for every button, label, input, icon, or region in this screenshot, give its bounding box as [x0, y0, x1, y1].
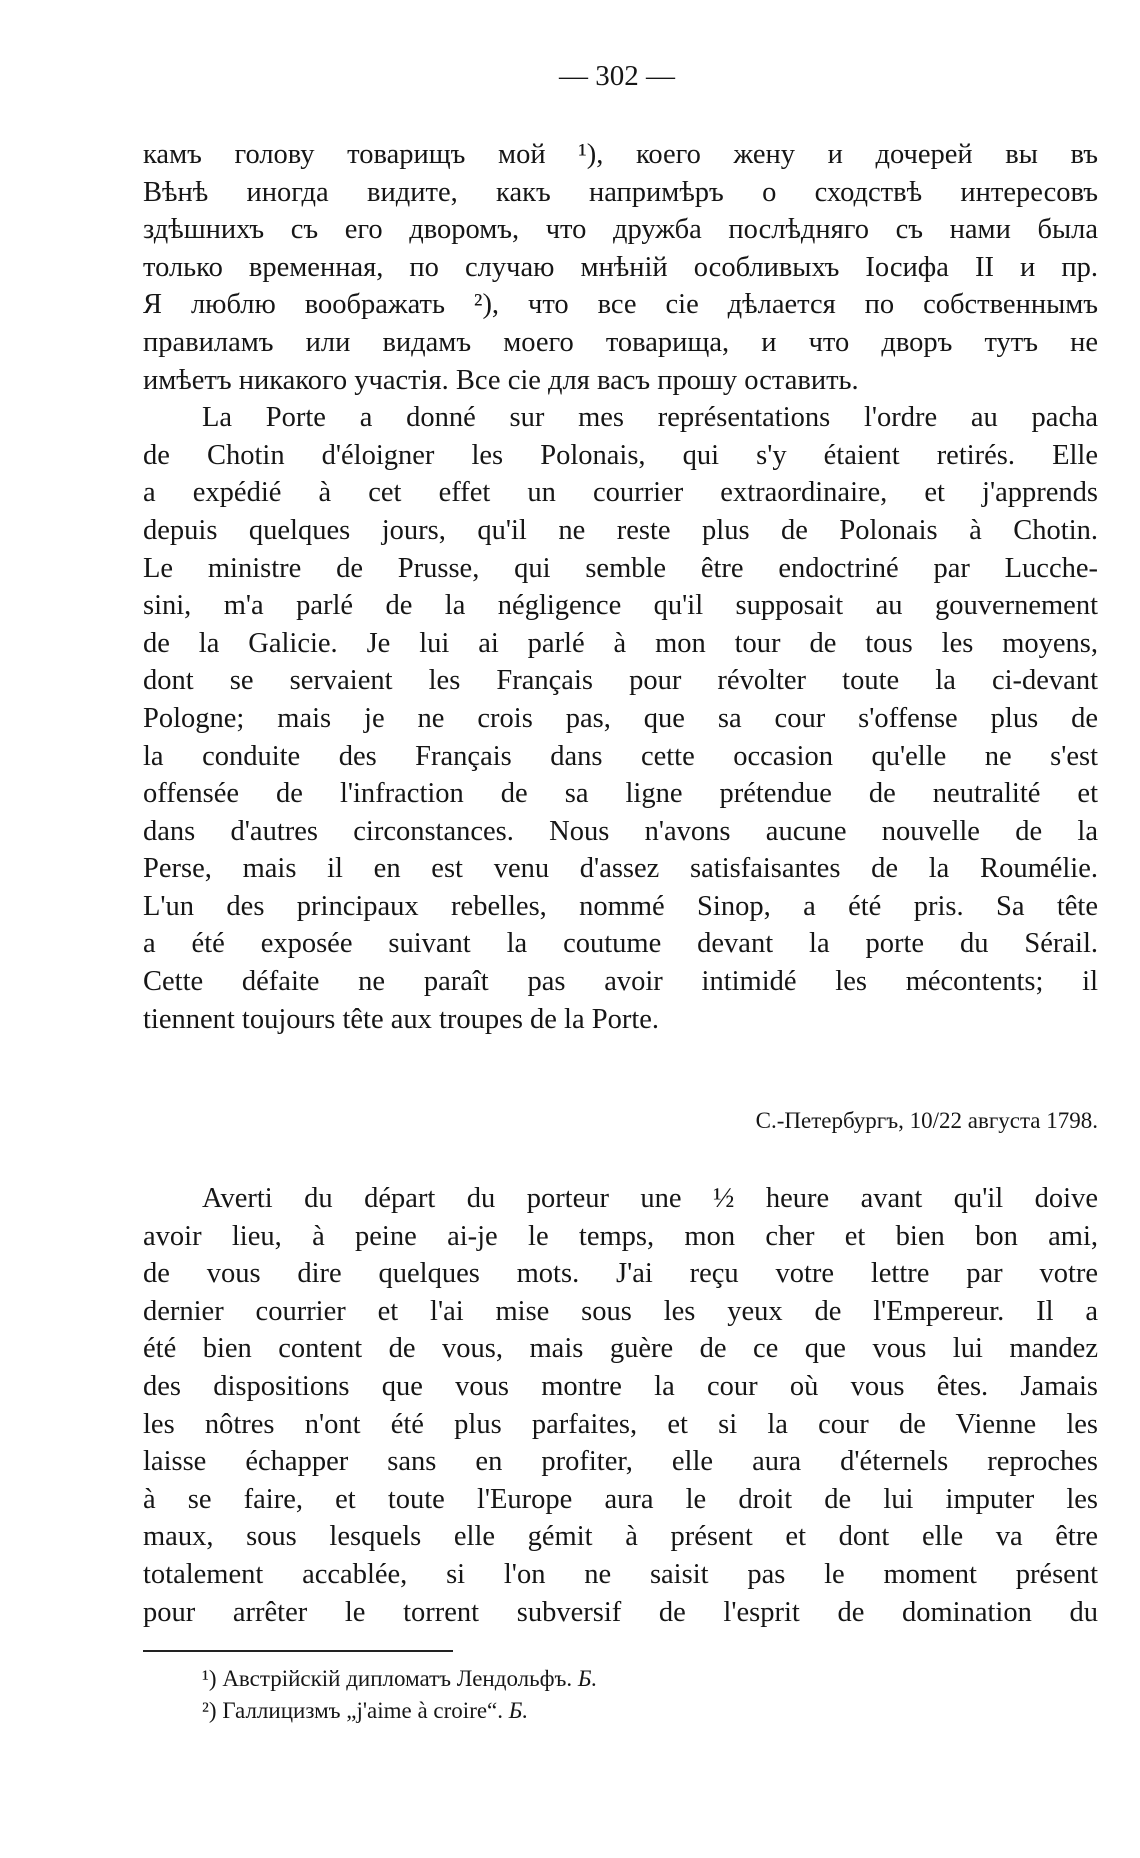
text-line: камъ голову товарищъ мой ¹), коего жену и дочерей вы въ — [143, 139, 1098, 170]
footnote-sign: Б. — [577, 1666, 598, 1691]
text-line: Вѣнѣ иногда видите, какъ напримѣръ о сходствѣ интересовъ — [143, 176, 1098, 208]
footnote-2 — [202, 1696, 528, 1726]
text-line: Я люблю воображать ²), что все сіе дѣлается по собственнымъ — [143, 289, 1098, 321]
footnote-text: Австрійскій дипломатъ Лендольфъ. — [222, 1666, 573, 1691]
text-line: à se faire, et toute l'Europe aura le droit de lui imputer les — [143, 1483, 1098, 1515]
text-line: Averti du départ du porteur une ½ heure avant qu'il doive — [202, 1183, 1098, 1214]
date-line: С.-Петербургъ, 10/22 августа 1798. — [755, 1108, 1098, 1133]
text-line: avoir lieu, à peine ai-je le temps, mon cher et bien bon ami, — [143, 1220, 1098, 1252]
text-line: a expédié à cet effet un courrier extraordinaire, et j'apprends — [143, 477, 1098, 509]
paragraph-2 — [143, 1180, 1098, 1631]
footnote-1 — [202, 1664, 597, 1694]
text-line: только временная, по случаю мнѣній особливыхъ Іосифа II и пр. — [143, 251, 1098, 283]
paragraph-1 — [143, 136, 1098, 1038]
text-line: de Chotin d'éloigner les Polonais, qui s'y étaient retirés. Elle — [143, 439, 1098, 471]
footnote-marker: ¹) — [202, 1666, 217, 1691]
text-line: dans d'autres circonstances. Nous n'avons aucune nouvelle de la — [143, 815, 1098, 847]
text-line: Cette défaite ne paraît pas avoir intimidé les mécontents; il — [143, 966, 1098, 998]
footnote-sign: Б. — [508, 1698, 529, 1723]
text-line: offensée de l'infraction de sa ligne prétendue de neutralité et — [143, 778, 1098, 810]
text-line: depuis quelques jours, qu'il ne reste plus de Polonais à Chotin. — [143, 514, 1098, 546]
text-line: здѣшнихъ съ его дворомъ, что дружба послѣдняго съ нами была — [143, 214, 1098, 246]
text-line: L'un des principaux rebelles, nommé Sinop, a été pris. Sa tête — [143, 890, 1098, 922]
text-line: des dispositions que vous montre la cour où vous êtes. Jamais — [143, 1370, 1098, 1402]
text-line: dernier courrier et l'ai mise sous les yeux de l'Empereur. Il a — [143, 1295, 1098, 1327]
text-line: Le ministre de Prusse, qui semble être endoctriné par Lucche- — [143, 552, 1098, 584]
text-line: pour arrêter le torrent subversif de l'esprit de domination du — [143, 1596, 1098, 1628]
footnote-divider — [143, 1650, 453, 1652]
text-line: имѣетъ никакого участія. Все сіе для васъ прошу оставить. — [143, 364, 859, 396]
text-line: a été exposée suivant la coutume devant la porte du Sérail. — [143, 928, 1098, 960]
text-line: Pologne; mais je ne crois pas, que sa cour s'offense plus de — [143, 702, 1098, 734]
text-line: maux, sous lesquels elle gémit à présent et dont elle va être — [143, 1521, 1098, 1553]
text-line: les nôtres n'ont été plus parfaites, et si la cour de Vienne les — [143, 1408, 1098, 1440]
page-number: — 302 — — [559, 60, 675, 92]
text-line: sini, m'a parlé de la négligence qu'il supposait au gouvernement — [143, 590, 1098, 622]
footnote-marker: ²) — [202, 1698, 217, 1723]
text-line: La Porte a donné sur mes représentations l'ordre au pacha — [202, 402, 1098, 434]
text-line: dont se servaient les Français pour révolter toute la ci-devant — [143, 665, 1098, 697]
footnote-text: Галлицизмъ „j'aime à croire“. — [222, 1698, 504, 1723]
text-line: la conduite des Français dans cette occasion qu'elle ne s'est — [143, 740, 1098, 772]
text-line: totalement accablée, si l'on ne saisit pas le moment présent — [143, 1558, 1098, 1590]
text-line: правиламъ или видамъ моего товарища, и что дворъ тутъ не — [143, 326, 1098, 358]
text-line: Perse, mais il en est venu d'assez satisfaisantes de la Roumélie. — [143, 853, 1098, 885]
text-line: de la Galicie. Je lui ai parlé à mon tour de tous les moyens, — [143, 627, 1098, 659]
text-line: laisse échapper sans en profiter, elle aura d'éternels reproches — [143, 1446, 1098, 1478]
text-line: été bien content de vous, mais guère de ce que vous lui mandez — [143, 1333, 1098, 1365]
text-line: de vous dire quelques mots. J'ai reçu votre lettre par votre — [143, 1258, 1098, 1290]
text-line: tiennent toujours tête aux troupes de la Porte. — [143, 1003, 660, 1035]
